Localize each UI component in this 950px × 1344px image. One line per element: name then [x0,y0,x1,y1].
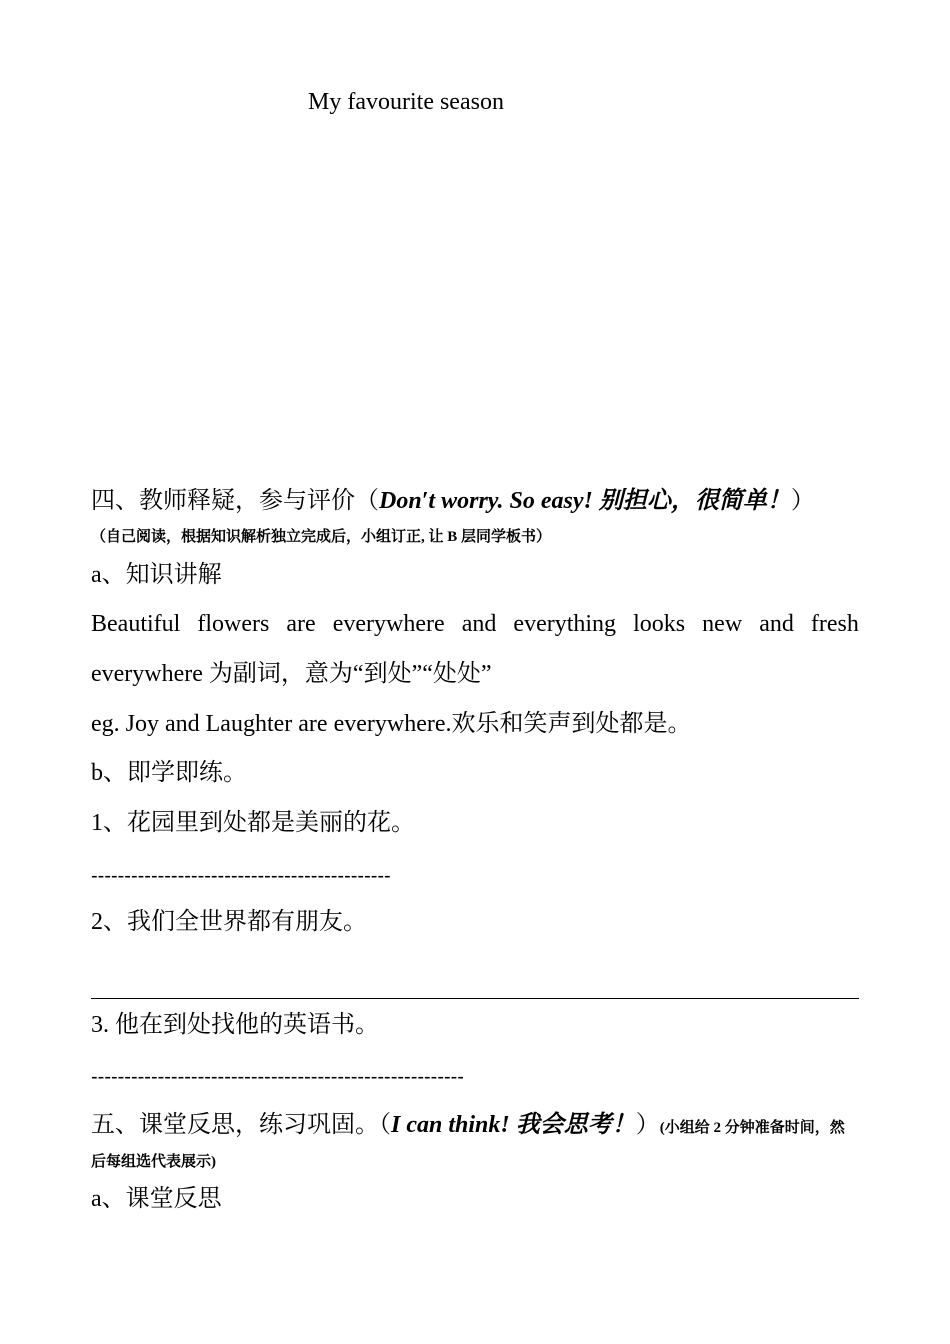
part-a-label: a、知识讲解 [91,562,222,588]
section-4-heading-prefix: 四、教师释疑，参与评价（ [91,488,379,514]
exercise-1-text: 1、花园里到处都是美丽的花。 [91,810,415,836]
explanation-line: everywhere 为副词，意为“到处”“处处” [91,661,492,687]
exercise-2-answer-line [91,998,859,999]
example-word: new [702,611,743,637]
section-4-heading-suffix: ） [790,488,815,514]
section-4-heading-emphasis: Don′t worry. So easy! 别担心，很简单！ [379,488,791,514]
example-word: and [461,611,497,637]
example-word: are [286,611,316,637]
example-word: flowers [197,611,270,637]
part-a2-label: a、课堂反思 [91,1186,222,1212]
exercise-3-answer-line: -------------------------------------------------------- [91,1066,464,1088]
section-5-heading-emphasis: I can think! 我会思考！ [391,1112,636,1138]
section-5-note-line-1: (小组给 2 分钟准备时间，然 [659,1120,845,1136]
example-word: fresh [810,611,859,637]
section-5-heading-prefix: 五、课堂反思，练习巩固。（ [91,1112,391,1138]
exercise-2-text: 2、我们全世界都有朋友。 [91,909,367,935]
section-5-note-line-2: 后每组选代表展示) [91,1154,216,1170]
example-word: everywhere [332,611,445,637]
example-sentence [91,609,859,639]
example-word: looks [633,611,686,637]
section-5-heading-suffix: ） [635,1112,660,1138]
exercise-3-text: 3. 他在到处找他的英语书。 [91,1012,379,1038]
section-5-heading [91,1110,845,1140]
document-title: My favourite season [308,89,504,115]
example-word: everything [513,611,617,637]
section-4-note: （自己阅读，根据知识解析独立完成后，小组订正, 让 B 层同学板书） [91,529,552,545]
section-4-heading [91,486,815,516]
example-word: Beautiful [91,611,181,637]
example-eg-line: eg. Joy and Laughter are everywhere.欢乐和笑声到处都是。 [91,711,692,737]
example-word: and [759,611,794,637]
exercise-1-answer-line: --------------------------------------------- [91,865,391,887]
part-b-label: b、即学即练。 [91,760,247,786]
